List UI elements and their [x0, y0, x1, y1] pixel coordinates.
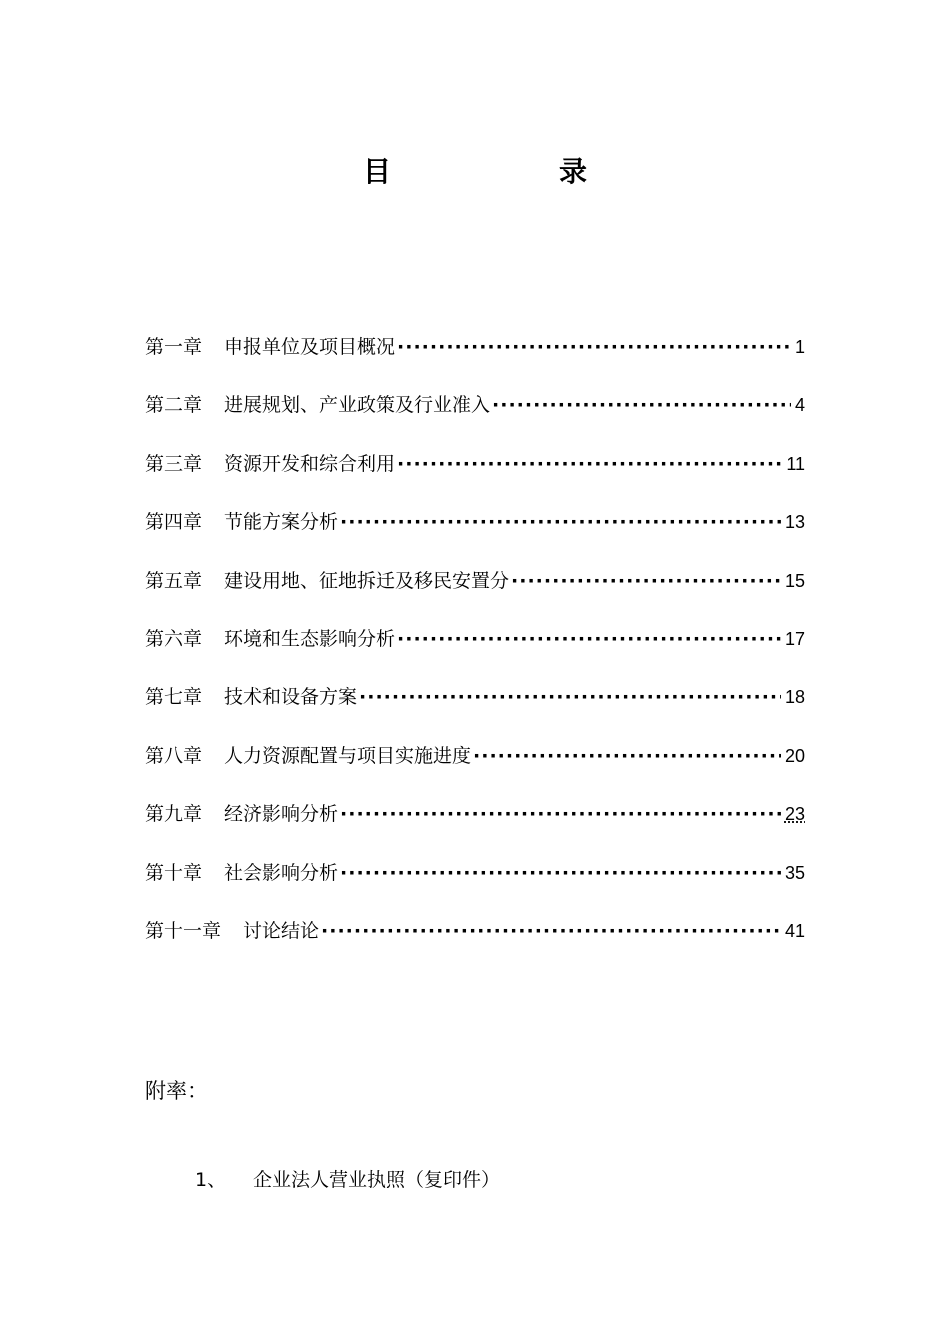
- toc-chapter-number: 第七章: [145, 686, 203, 709]
- toc-chapter-number: 第三章: [145, 452, 203, 475]
- toc-page-number: 18: [784, 687, 805, 708]
- toc-chapter-title: 环境和生态影响分析: [224, 627, 396, 650]
- toc-dot-leader: [359, 680, 781, 714]
- toc-chapter-number: 第八章: [145, 744, 203, 767]
- toc-dot-leader: [397, 330, 791, 364]
- appendix-heading: 附率：: [145, 1079, 208, 1103]
- toc-entry[interactable]: [145, 447, 805, 505]
- toc-entry[interactable]: [145, 388, 805, 446]
- appendix-item-text: 企业法人营业执照（复印件）: [253, 1169, 501, 1191]
- toc-dot-leader: [321, 914, 781, 948]
- toc-chapter-number: 第一章: [145, 336, 203, 358]
- appendix-item: [195, 1163, 500, 1197]
- toc-chapter-number: 第二章: [145, 394, 203, 417]
- page-title: 目 录: [362, 155, 657, 188]
- toc-dot-leader: [397, 622, 781, 656]
- toc-entry[interactable]: [145, 797, 805, 855]
- toc-chapter-title: 进展规划、产业政策及行业准入: [224, 394, 491, 417]
- toc-page-number: 4: [794, 395, 805, 416]
- toc-chapter-title: 人力资源配置与项目实施进度: [224, 744, 472, 767]
- toc-chapter-title: 申报单位及项目概况: [224, 336, 396, 358]
- toc-dot-leader: [511, 564, 781, 598]
- toc-chapter-number: 第六章: [145, 627, 203, 650]
- appendix-item-number: 1、: [195, 1169, 227, 1191]
- toc-page-number: 17: [784, 628, 805, 649]
- toc-dot-leader: [340, 797, 781, 831]
- toc-entry[interactable]: [145, 564, 805, 622]
- toc-page-number: 11: [786, 453, 805, 474]
- toc-entry[interactable]: [145, 680, 805, 738]
- toc-page-number: 15: [784, 570, 805, 591]
- toc-entry[interactable]: [145, 914, 805, 972]
- toc-page-number: 1: [794, 337, 805, 357]
- toc-dot-leader: [340, 505, 781, 539]
- toc-page-number: 20: [784, 745, 805, 766]
- toc-chapter-title: 技术和设备方案: [224, 686, 358, 709]
- toc-entry[interactable]: [145, 505, 805, 563]
- toc-entry[interactable]: [145, 856, 805, 914]
- toc-chapter-number: 第十章: [145, 861, 203, 884]
- toc-chapter-number: 第九章: [145, 803, 203, 826]
- toc-chapter-title: 社会影响分析: [224, 861, 339, 884]
- toc-entry[interactable]: [145, 330, 805, 388]
- toc-entry[interactable]: [145, 739, 805, 797]
- toc-page-number: 13: [784, 512, 805, 533]
- toc-chapter-number: 第四章: [145, 511, 203, 534]
- toc-chapter-number: 第五章: [145, 569, 203, 592]
- toc-page-number: 35: [784, 862, 805, 883]
- toc-chapter-title: 经济影响分析: [224, 803, 339, 826]
- toc-entry[interactable]: [145, 622, 805, 680]
- toc-chapter-title: 资源开发和综合利用: [224, 452, 396, 475]
- toc-chapter-title: 节能方案分析: [224, 511, 339, 534]
- toc-dot-leader: [473, 739, 781, 773]
- toc-dot-leader: [397, 447, 782, 481]
- toc-dot-leader: [492, 388, 791, 422]
- toc-page-number: 23: [784, 804, 805, 825]
- toc-chapter-title: 讨论结论: [243, 919, 320, 942]
- toc-dot-leader: [340, 856, 781, 890]
- toc-page-number: 41: [784, 920, 805, 941]
- table-of-contents: [145, 330, 805, 972]
- toc-chapter-title: 建设用地、征地拆迁及移民安置分: [224, 569, 510, 592]
- toc-chapter-number: 第十一章: [145, 919, 222, 942]
